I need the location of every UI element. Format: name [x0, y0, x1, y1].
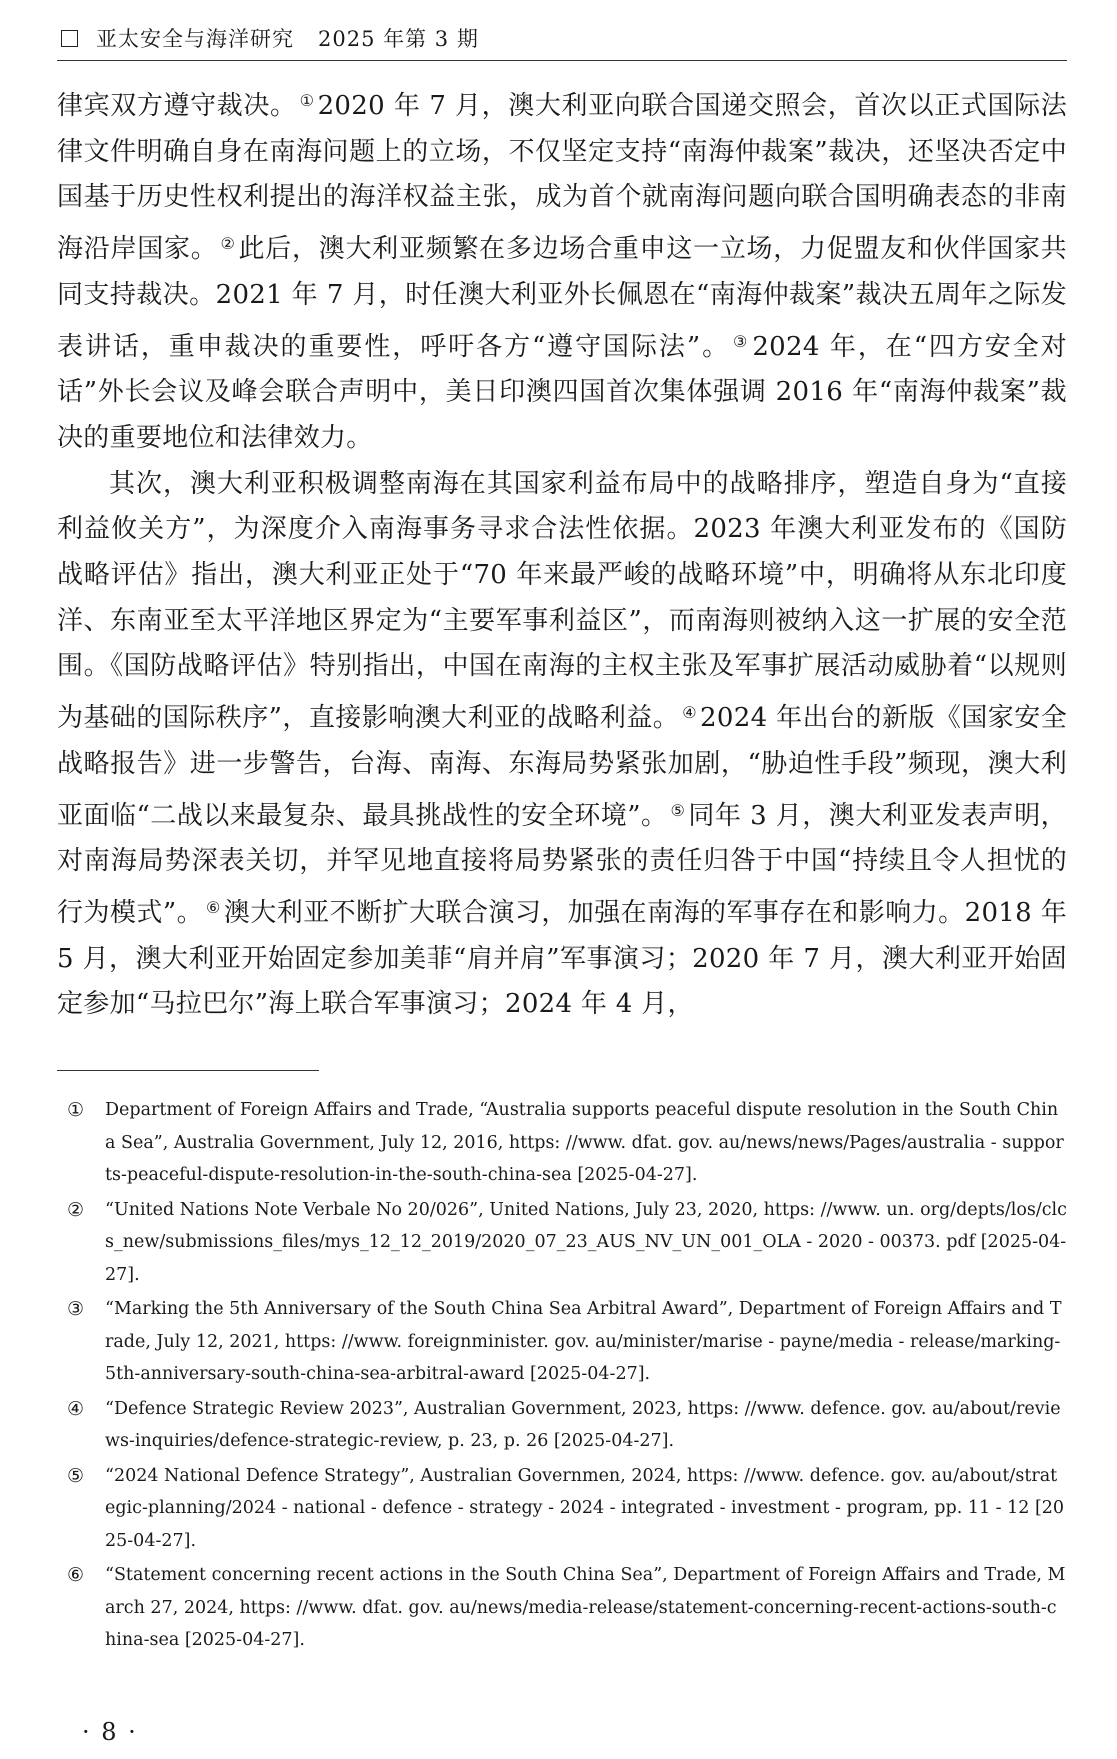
paragraph: [57, 462, 1067, 1028]
footnote-text: Department of Foreign Affairs and Trade, “Australia supports peaceful dispute resolution in the South China Sea”, Australia Government, July 12, 2016, https: //www. dfat. gov. au/news/news/Pages/australia - supports-peaceful-dispute-resolution-in-the-south-china-sea [2025-04-27].: [105, 1100, 1064, 1185]
paragraph-text: 2020 年 7 月，澳大利亚向联合国递交照会，首次以正式国际法律文件明确自身在南海问题上的立场，不仅坚定支持“南海仲裁案”裁决，还坚决否定中国基于历史性权利提出的海洋权益主张，成为首个就南海问题向联合国明确表态的非南海沿岸国家。: [57, 91, 1067, 265]
footnote: [67, 1194, 1067, 1292]
footnote-ref: ⑥: [206, 897, 221, 917]
footnotes: [67, 1094, 1067, 1659]
paragraph-text: 澳大利亚不断扩大联合演习，加强在南海的军事存在和影响力。2018 年 5 月，澳大利亚开始固定参加美菲“肩并肩”军事演习；2020 年 7 月，澳大利亚开始固定参加“马拉巴尔”海上联合军事演习；2024 年 4 月，: [57, 897, 1067, 1020]
footnote-divider: [57, 1070, 319, 1071]
main-text: [57, 78, 1067, 1028]
footnote-ref: ②: [220, 234, 236, 254]
footnote-text: “Defence Strategic Review 2023”, Australian Government, 2023, https: //www. defence. gov. au/about/reviews-inquiries/defence-strategic-review, p. 23, p. 26 [2025-04-27].: [105, 1398, 1061, 1451]
footnote: [67, 1393, 1067, 1458]
footnote: [67, 1094, 1067, 1192]
paragraph-text: 同年 3 月，澳大利亚发表声明，对南海局势深表关切，并罕见地直接将局势紧张的责任归咎于中国“持续且令人担忧的行为模式”。: [57, 800, 1067, 928]
issue-label: 2025 年第 3 期: [318, 27, 479, 51]
paragraph-text: 其次，澳大利亚积极调整南海在其国家利益布局中的战略排序，塑造自身为“直接利益攸关方”，为深度介入南海事务寻求合法性依据。2023 年澳大利亚发布的《国防战略评估》指出，澳大利亚正处于“70 年来最严峻的战略环境”中，明确将从东北印度洋、东南亚至太平洋地区界定为“主要军事利益区”，而南海则被纳入这一扩展的安全范围。《国防战略评估》特别指出，中国在南海的主权主张及军事扩展活动威胁着“以规则为基础的国际秩序”，直接影响澳大利亚的战略利益。: [57, 468, 1067, 734]
footnote-number: ③: [67, 1298, 85, 1320]
footnote: [67, 1460, 1067, 1558]
footnote: [67, 1293, 1067, 1391]
journal-title: 亚太安全与海洋研究: [96, 27, 294, 51]
footnote-number: ⑥: [67, 1564, 85, 1586]
footnote-ref: ④: [682, 703, 698, 723]
page-number: · 8 ·: [82, 1718, 138, 1746]
header-divider: [57, 60, 1067, 61]
footnote-text: “Marking the 5th Anniversary of the South China Sea Arbitral Award”, Department of Foreign Affairs and Trade, July 12, 2021, https: //www. foreignminister. gov. au/minister/marise - payne/media - release/marking-5th-anniversary-south-china-sea-arbitral-award [2025-04-27].: [105, 1299, 1062, 1384]
running-header: [57, 18, 1067, 58]
footnote-number: ⑤: [67, 1464, 85, 1487]
footnote-text: “Statement concerning recent actions in the South China Sea”, Department of Foreign Affairs and Trade, March 27, 2024, https: //www. dfat. gov. au/news/media-release/statement-concerning-recent-actions-south-china-sea [2025-04-27].: [105, 1565, 1066, 1650]
footnote-number: ②: [67, 1198, 85, 1221]
footnote-ref: ③: [733, 331, 750, 351]
square-icon: [61, 30, 78, 47]
paragraph-text: 律宾双方遵守裁决。: [57, 91, 297, 121]
footnote-ref: ⑤: [670, 800, 686, 820]
footnote-ref: ①: [299, 91, 315, 110]
footnote-number: ①: [67, 1099, 85, 1121]
footnote: [67, 1559, 1067, 1657]
paragraph-text: 此后，澳大利亚频繁在多边场合重申这一立场，力促盟友和伙伴国家共同支持裁决。2021 年 7 月，时任澳大利亚外长佩恩在“南海仲裁案”裁决五周年之际发表讲话，重申裁决的重要性，呼吁各方“遵守国际法”。: [57, 234, 1067, 362]
paragraph-text: 2024 年出台的新版《国家安全战略报告》进一步警告，台海、南海、东海局势紧张加剧，“胁迫性手段”频现，澳大利亚面临“二战以来最复杂、最具挑战性的安全环境”。: [57, 703, 1067, 831]
paragraph: [57, 78, 1067, 462]
paragraph-text: 2024 年，在“四方安全对话”外长会议及峰会联合声明中，美日印澳四国首次集体强调 2016 年“南海仲裁案”裁决的重要地位和法律效力。: [57, 331, 1067, 453]
footnote-text: “United Nations Note Verbale No 20/026”, United Nations, July 23, 2020, https: //www. un. org/depts/los/clcs_new/submissions_files/mys_12_12_2019/2020_07_23_AUS_NV_UN_001_OLA - 2020 - 00373. pdf [2025-04-27].: [105, 1199, 1067, 1285]
footnote-text: “2024 National Defence Strategy”, Australian Governmen, 2024, https: //www. defence. gov. au/about/strategic-planning/2024 - national - defence - strategy - 2024 - integrated - investment - program, pp. 11 - 12 [2025-04-27].: [105, 1465, 1065, 1551]
footnote-number: ④: [67, 1397, 85, 1420]
